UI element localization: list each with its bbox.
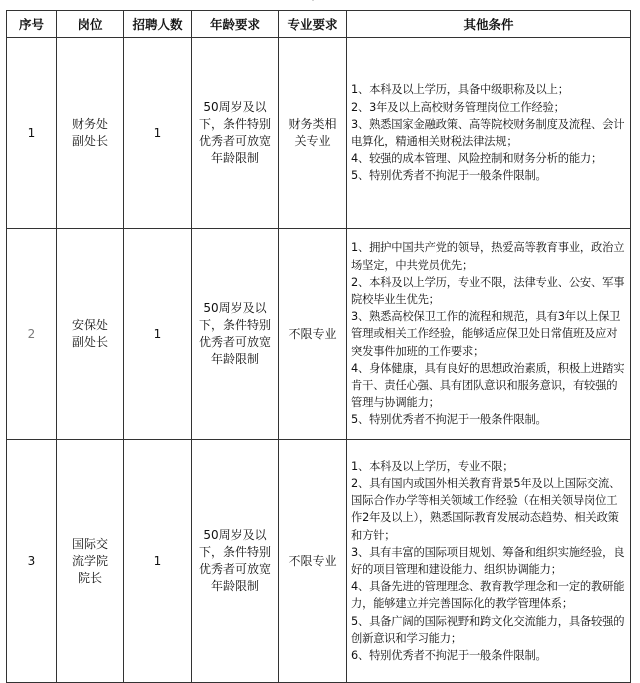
- header-major: 专业要求: [279, 11, 347, 38]
- condition-item: 3、熟悉高校保卫工作的流程和规范，具有3年以上保卫管理或相关工作经验，能够适应保卫处日常值班及应对突发事件加班的工作要求；: [351, 310, 621, 358]
- condition-item: 2、3年及以上高校财务管理岗位工作经验；: [351, 100, 565, 114]
- condition-item: 4、较强的成本管理、风险控制和财务分析的能力；: [351, 152, 603, 166]
- table-row: [7, 229, 631, 440]
- condition-item: 4、具备先进的管理理念、教育教学理念和一定的教研能力，能够建立并完善国际化的教学管理体系；: [351, 580, 625, 611]
- condition-item: 3、具有丰富的国际项目规划、筹备和组织实施经验，良好的项目管理和建设能力、组织协调能力；: [351, 545, 625, 576]
- cell-seq: 1: [7, 38, 57, 229]
- condition-item: 4、身体健康，具有良好的思想政治素质，积极上进踏实肯干、责任心强、具有团队意识和服务意识，有较强的管理与协调能力；: [351, 361, 625, 410]
- cell-position: 国际交流学院院长: [57, 440, 124, 683]
- cell-position: 财务处副处长: [57, 38, 124, 229]
- cell-conditions: [347, 38, 631, 229]
- cell-major: 不限专业: [279, 440, 347, 683]
- condition-item: 2、具有国内或国外相关教育背景5年及以上国际交流、国际合作办学等相关领域工作经验（在相关领导岗位工作2年及以上），熟悉国际教育发展动态趋势、相关政策和方针；: [351, 476, 621, 542]
- cell-major: 不限专业: [279, 229, 347, 440]
- table-row: [7, 440, 631, 683]
- header-seq: 序号: [7, 11, 57, 38]
- condition-item: 1、拥护中国共产党的领导，热爱高等教育事业，政治立场坚定，中共党员优先；: [351, 241, 625, 272]
- condition-item: 2、本科及以上学历，专业不限，法律专业、公安、军事院校毕业生优先；: [351, 275, 625, 306]
- cell-count: 1: [124, 229, 192, 440]
- condition-item: 3、熟悉国家金融政策、高等院校财务制度及流程、会计电算化，精通相关财税法律法规；: [351, 117, 625, 148]
- header-other: 其他条件: [347, 11, 631, 38]
- top-mark-glyph: ˙: [311, 0, 315, 8]
- condition-item: 1、本科及以上学历，专业不限；: [351, 459, 514, 473]
- table-row: [7, 38, 631, 229]
- condition-item: 5、具备广阔的国际视野和跨文化交流能力，具备较强的创新意识和学习能力；: [351, 614, 625, 645]
- recruitment-table: [6, 10, 631, 683]
- condition-item: 5、特别优秀者不拘泥于一般条件限制。: [351, 413, 547, 427]
- header-position: 岗位: [57, 11, 124, 38]
- cell-count: 1: [124, 440, 192, 683]
- cell-position: 安保处副处长: [57, 229, 124, 440]
- cell-conditions: [347, 229, 631, 440]
- cell-age: 50周岁及以下，条件特别优秀者可放宽年龄限制: [192, 440, 279, 683]
- cell-major: 财务类相关专业: [279, 38, 347, 229]
- header-count: 招聘人数: [124, 11, 192, 38]
- header-row: [7, 11, 631, 38]
- cell-count: 1: [124, 38, 192, 229]
- header-age: 年龄要求: [192, 11, 279, 38]
- cell-age: 50周岁及以下，条件特别优秀者可放宽年龄限制: [192, 229, 279, 440]
- cell-seq: 2: [7, 229, 57, 440]
- page-top-mark: [0, 0, 640, 10]
- condition-item: 5、特别优秀者不拘泥于一般条件限制。: [351, 169, 547, 183]
- condition-item: 1、本科及以上学历，具备中级职称及以上；: [351, 83, 569, 97]
- condition-item: 6、特别优秀者不拘泥于一般条件限制。: [351, 649, 547, 663]
- cell-seq: 3: [7, 440, 57, 683]
- cell-conditions: [347, 440, 631, 683]
- cell-age: 50周岁及以下，条件特别优秀者可放宽年龄限制: [192, 38, 279, 229]
